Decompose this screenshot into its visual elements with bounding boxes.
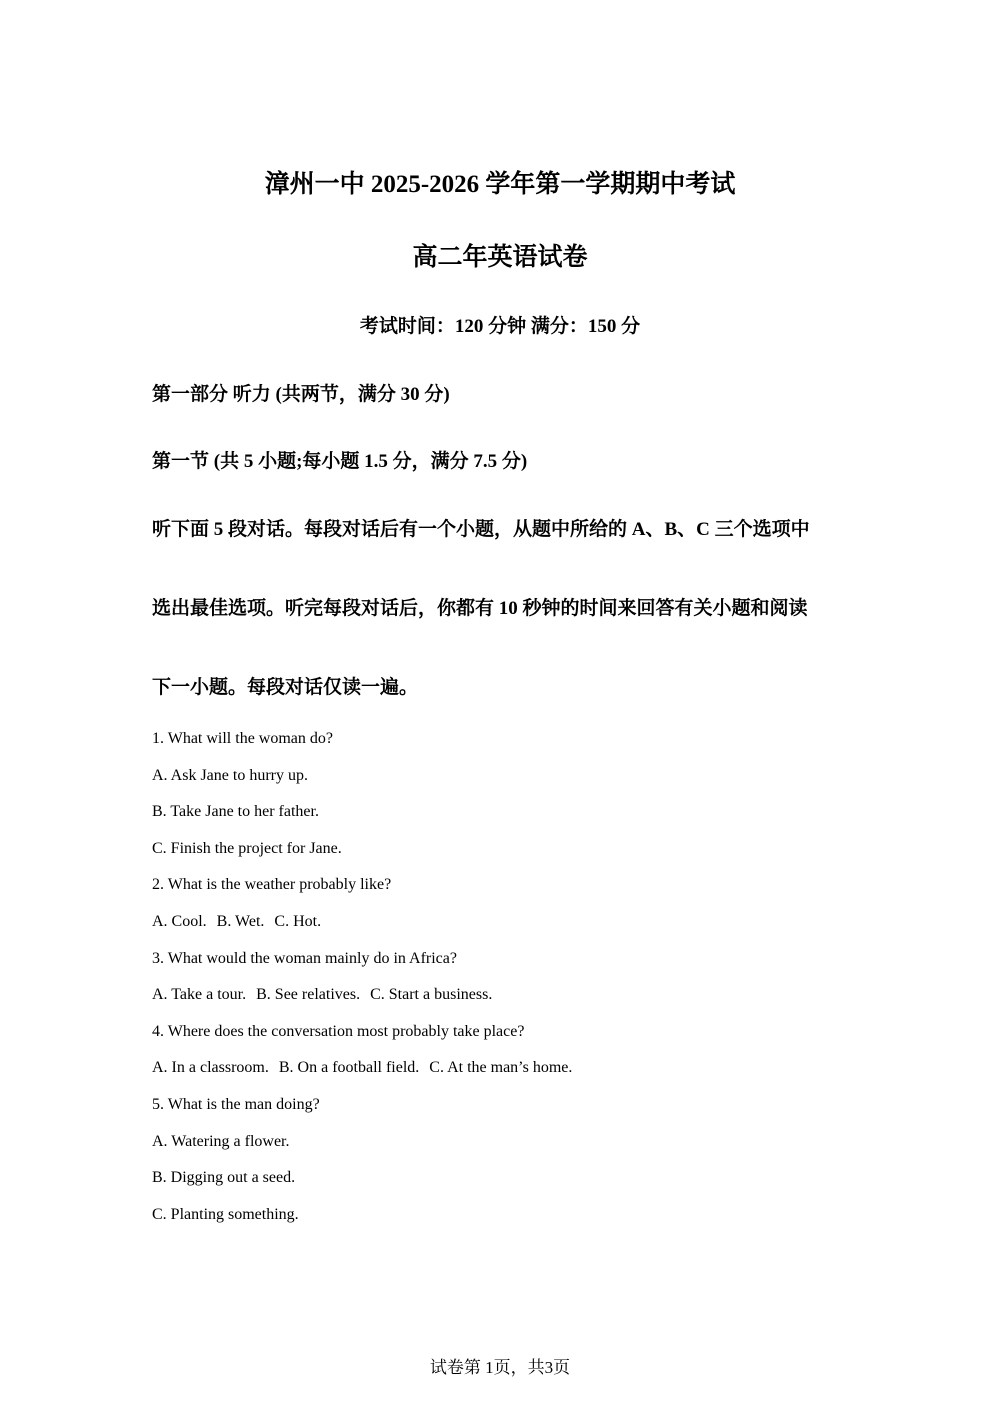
question-3: 3. What would the woman mainly do in Africa? [152,949,457,967]
instruction-line: 听下面 5 段对话。每段对话后有一个小题，从题中所给的 A、B、C 三个选项中 [152,519,810,540]
option-3a: A. Take a tour. [152,986,247,1004]
option-1b: B. Take Jane to her father. [152,803,319,821]
options-2 [152,912,852,949]
exam-info: 考试时间：120 分钟 满分：150 分 [359,316,641,337]
option-1c: C. Finish the project for Jane. [152,839,342,857]
options-3 [152,985,852,1022]
section-heading: 第一节 (共 5 小题;每小题 1.5 分，满分 7.5 分) [152,451,528,472]
option-4c: C. At the man’s home. [429,1059,573,1077]
question-1: 1. What will the woman do? [152,730,333,747]
option-4b: B. On a football field. [278,1059,420,1077]
option-2a: A. Cool. [152,912,207,930]
option-4a: A. In a classroom. [152,1059,269,1077]
page-footer: 试卷第 1页，共3页 [429,1358,571,1377]
option-2c: C. Hot. [274,912,322,930]
question-list [152,729,852,1241]
instructions [152,490,852,727]
question-4: 4. Where does the conversation most probably take place? [152,1022,525,1040]
instruction-line: 选出最佳选项。听完每段对话后，你都有 10 秒钟的时间来回答有关小题和阅读 [152,598,808,619]
option-5c: C. Planting something. [152,1205,299,1223]
exam-title: 漳州一中 2025-2026 学年第一学期期中考试 [264,171,736,198]
option-3c: C. Start a business. [370,986,493,1004]
option-5b: B. Digging out a seed. [152,1169,296,1187]
part-heading: 第一部分 听力 (共两节，满分 30 分) [152,384,450,405]
option-3b: B. See relatives. [256,986,361,1004]
exam-subtitle: 高二年英语试卷 [412,244,588,271]
option-2b: B. Wet. [216,912,265,930]
instruction-line: 下一小题。每段对话仅读一遍。 [152,677,419,698]
option-1a: A. Ask Jane to hurry up. [152,766,308,784]
question-2: 2. What is the weather probably like? [152,876,392,894]
option-5a: A. Watering a flower. [152,1132,290,1150]
question-5: 5. What is the man doing? [152,1095,320,1113]
options-4 [152,1058,852,1095]
